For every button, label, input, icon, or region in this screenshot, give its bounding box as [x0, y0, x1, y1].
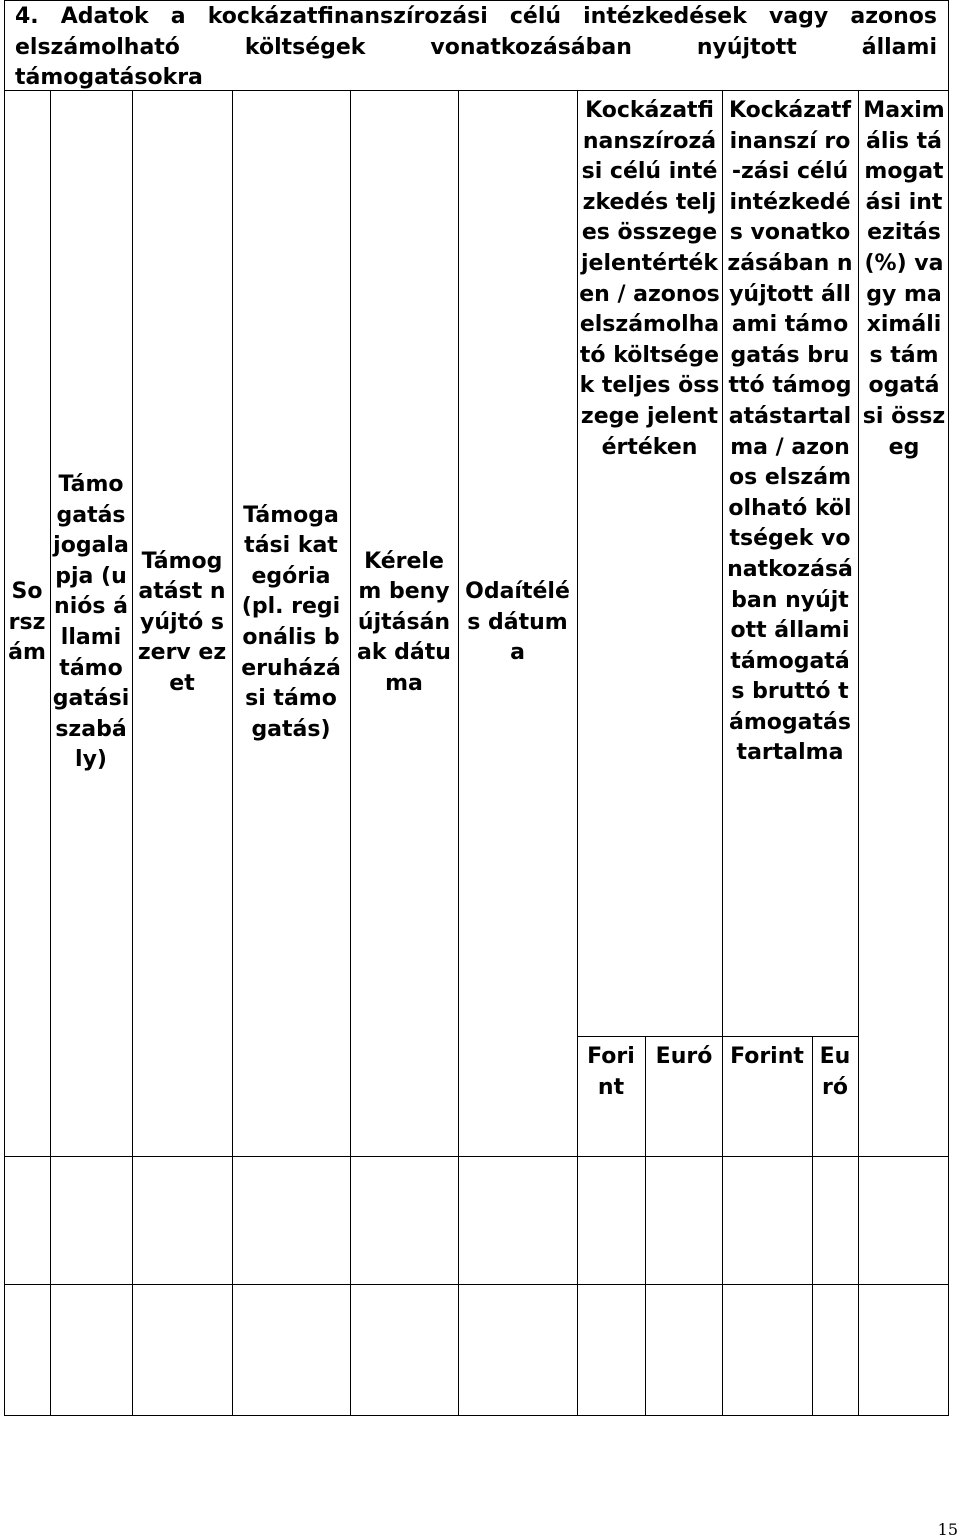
header-sorszam: Sorszám: [8, 579, 46, 666]
header-jogalap: Támogatás jogalapja (uniós állami támogatási szabály): [52, 472, 130, 773]
header-maximalis: Maximális támogatási intezitás (%) vagy maximális támogatási összeg: [862, 98, 946, 460]
header-odaitel: Odaítélés dátuma: [465, 579, 570, 666]
header-euro-2: Euró: [819, 1044, 851, 1100]
header-osszeg: Kockázatfinanszírozási célú intézkedés teljes összege jelentértéken / azonos elszámolható költségek teljes összege jelentértéken: [579, 98, 720, 460]
header-tamogatas: Kockázatfinanszí ro-zási célú intézkedés vonatkozásában nyújtott állami támogatás bruttó támogatástartalma / azonos elszámolható költségek vonatkozásában nyújtott állami támogatás bruttó támogatástartalma: [727, 98, 853, 766]
title-line: támogatásokra: [15, 65, 203, 90]
section-title: [15, 2, 937, 94]
title-line: elszámolható költségek vonatkozásában nyújtott állami: [15, 34, 937, 60]
table-row: [4, 1285, 949, 1415]
table-row: [4, 1157, 949, 1284]
page-number: 15: [937, 1520, 958, 1539]
header-forint-1: Forint: [587, 1044, 635, 1100]
header-euro-1: Euró: [655, 1044, 713, 1069]
header-kategoria: Támogatási kategória (pl. regionális beruházási támogatás): [241, 502, 341, 742]
header-szerv: Támogatást nyújtó szerv ezet: [137, 548, 227, 696]
header-forint-2: Forint: [730, 1044, 804, 1069]
title-line: 4. Adatok a kockázatfinanszírozási célú intézkedések vagy azonos: [15, 4, 937, 29]
header-kerelem: Kérelem benyújtásának dátuma: [357, 548, 451, 696]
